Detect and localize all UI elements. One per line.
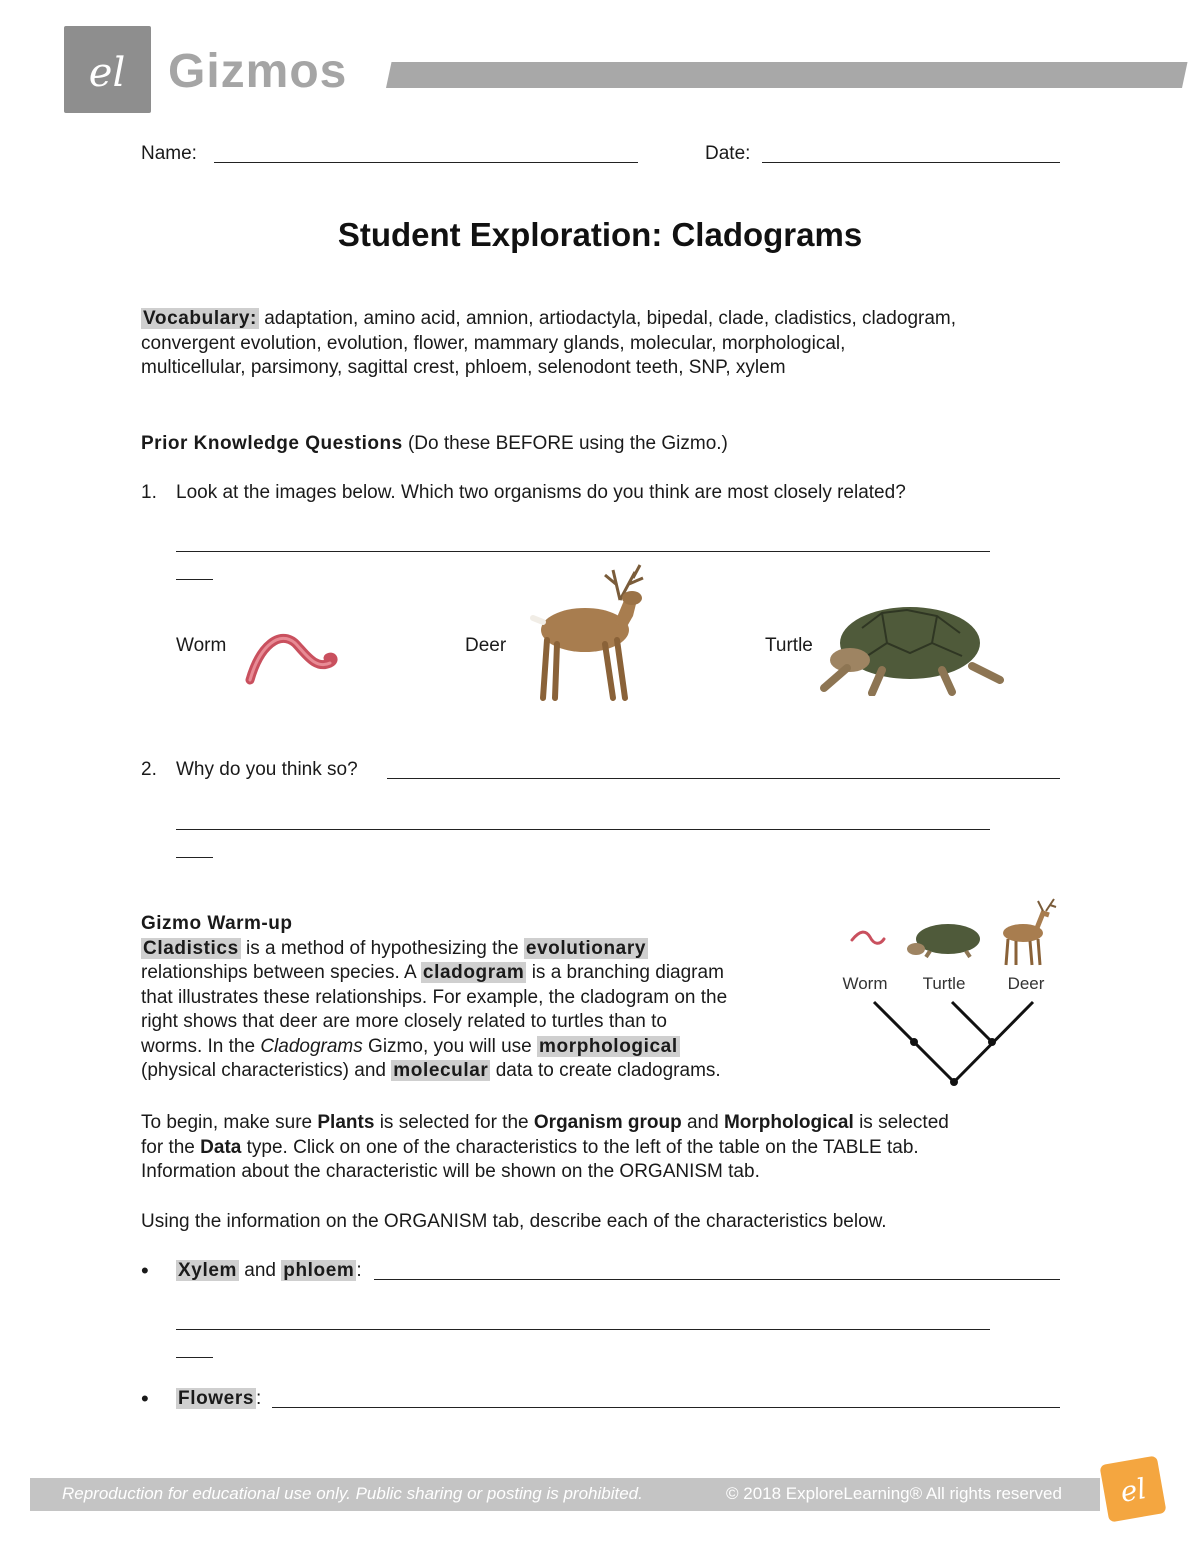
warmup-block [141,912,821,1084]
bullet-flowers-glyph: • [141,1386,149,1411]
instr-morphological: Morphological [723,1112,854,1133]
turtle-image-icon [812,598,1004,696]
term-phloem: phloem [283,1260,355,1281]
warmup-text-7a: (physical characteristics) and [141,1060,386,1081]
instructions-block [141,1111,1081,1185]
date-input-line[interactable] [762,162,1060,163]
prior-knowledge-heading [141,432,728,457]
cladogram-branches [874,1002,1033,1082]
prior-knowledge-title: Prior Knowledge Questions [141,433,403,454]
page-title: Student Exploration: Cladograms [337,216,863,253]
bullet-and: and [244,1260,276,1281]
answer-1-line[interactable] [176,551,990,552]
cladogram-deer-icon [1003,899,1056,965]
answer-flowers-line[interactable] [272,1407,1060,1408]
vocabulary-line-1: adaptation, amino acid, amnion, artiodactyla, bipedal, clade, cladistics, cladogram, [264,308,957,329]
bullet-colon: : [356,1260,362,1281]
date-label: Date: [705,143,751,164]
bullet-xylem-label [176,1259,362,1284]
cladogram-diagram [830,895,1070,1095]
cladogram-label-turtle: Turtle [922,974,966,993]
term-evolutionary: evolutionary [525,937,647,959]
brand-title: Gizmos [168,45,348,98]
name-input-line[interactable] [214,162,638,163]
answer-xylem-line-b[interactable] [176,1329,990,1330]
term-cladogram: cladogram [422,962,525,983]
bullet-xylem-glyph: • [141,1258,149,1283]
term-flowers: Flowers [178,1388,254,1409]
el-logo-icon [64,26,151,113]
term-cladistics: Cladistics [143,937,239,959]
instr-text-3: Information about the characteristic will be shown on the ORGANISM tab. [141,1161,760,1182]
question-1-number: 1. [141,482,157,503]
cladogram-worm-icon [852,932,884,943]
answer-2-line-tail[interactable] [176,857,213,858]
question-1-text: Look at the images below. Which two organisms do you think are most closely related? [176,482,906,503]
instr-organism-group: Organism group [533,1112,682,1133]
answer-1-line-tail[interactable] [176,579,213,580]
warmup-text-7b: data to create cladograms. [495,1060,721,1081]
instr-text-1c: and [686,1112,719,1133]
vocabulary-block [141,307,1081,381]
gizmos-logo [64,26,151,113]
footer-logo [1099,1455,1166,1522]
term-molecular: molecular [393,1060,489,1081]
vocabulary-line-2: convergent evolution, evolution, flower, mammary glands, molecular, morphological, [141,332,846,354]
question-2-number: 2. [141,759,157,780]
bullet-flowers-label [176,1387,261,1412]
cladogram-label-deer: Deer [1007,974,1045,993]
instr-text-1b: is selected for the [379,1112,529,1133]
instr-text-1d: is selected [859,1112,949,1133]
warmup-text-5: right shows that deer are more closely related to turtles than to [141,1011,667,1032]
cladogram-turtle-icon [907,924,980,957]
organism-label-worm: Worm [176,635,227,656]
svg-text:el: el [88,50,126,96]
instr-text-2b: type. Click on one of the characteristics to the left of the table on the TABLE tab. [246,1136,919,1158]
footer-notice: Reproduction for educational use only. Public sharing or posting is prohibited. [62,1484,643,1503]
deer-image-icon [525,560,665,702]
svg-text:el: el [1117,1472,1149,1509]
footer-copyright: © 2018 ExploreLearning® All rights reserved [726,1484,1062,1503]
warmup-text-6a: worms. In the [141,1035,256,1057]
warmup-heading: Gizmo Warm-up [141,913,293,934]
term-xylem: Xylem [178,1260,237,1281]
vocabulary-label: Vocabulary: [143,308,257,329]
bullet-colon-2: : [256,1388,262,1409]
answer-xylem-line-tail[interactable] [176,1357,213,1358]
header-bar [386,62,1188,88]
instr-plants: Plants [317,1112,375,1133]
answer-2-line[interactable] [387,778,1060,779]
name-label: Name: [141,143,197,164]
vocabulary-line-3: multicellular, parsimony, sagittal crest, phloem, selenodont teeth, SNP, xylem [141,357,786,378]
warmup-text-6c: Gizmo, you will use [368,1035,532,1057]
term-morphological: morphological [539,1035,678,1057]
warmup-text-4: that illustrates these relationships. For example, the cladogram on the [141,986,728,1008]
question-2-text: Why do you think so? [176,759,358,780]
footer-el-logo-icon [1099,1455,1166,1522]
instr-data: Data [200,1136,242,1158]
warmup-text-6b: Cladograms [260,1035,363,1057]
prior-knowledge-note: (Do these BEFORE using the Gizmo.) [407,433,728,454]
instr-text-4: Using the information on the ORGANISM tab, describe each of the characteristics below. [141,1211,887,1232]
worm-image-icon [240,625,340,687]
organism-label-turtle: Turtle [765,635,813,656]
instr-text-2a: for the [141,1136,195,1158]
organism-label-deer: Deer [465,635,507,656]
warmup-text-2: relationships between species. A [141,962,416,983]
cladogram-nodes [910,1038,996,1086]
answer-xylem-line[interactable] [374,1279,1060,1280]
warmup-text-1: is a method of hypothesizing the [246,937,519,959]
instr-text-1a: To begin, make sure [141,1112,313,1133]
cladogram-label-worm: Worm [842,974,888,993]
warmup-text-3: is a branching diagram [531,962,724,983]
answer-2-line-b[interactable] [176,829,990,830]
